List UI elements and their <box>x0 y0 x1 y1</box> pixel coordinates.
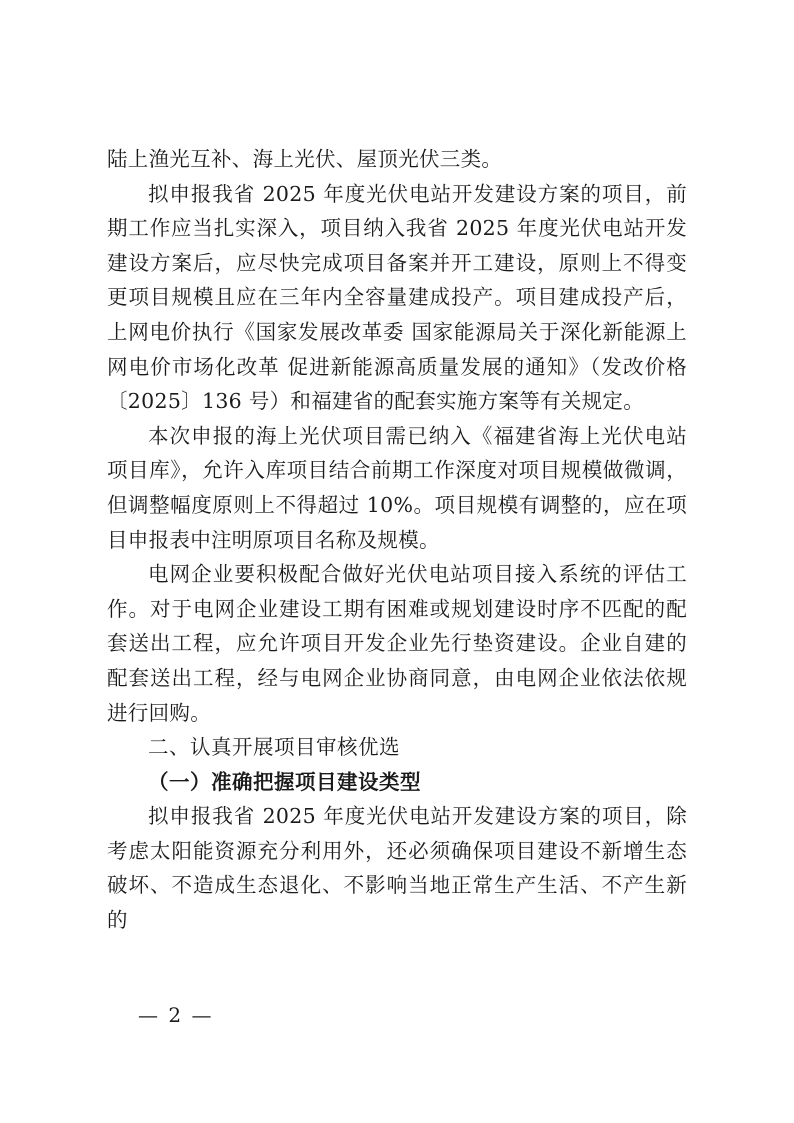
section-heading: 二、认真开展项目审核优选 <box>148 735 400 760</box>
paragraph-continuation: 陆上渔光互补、海上光伏、屋顶光伏三类。 <box>107 147 503 171</box>
page-number: — 2 — <box>138 1003 214 1027</box>
paragraph-project-requirements: 拟申报我省 2025 年度光伏电站开发建设方案的项目，前期工作应当扎实深入，项目纳入我省 2025 年度光伏电站开发建设方案后，应尽快完成项目备案并开工建设，原则上不得变更项目规模且应在三年内全容量建成投产。项目建成投产后，上网电价执行《国家发展改革委 国家能源局关于深化新能源上网电价市场化改革 促进新能源高质量发展的通知》（发改价格〔2025〕136 号）和福建省的配套实施方案等有关规定。 <box>107 181 687 414</box>
paragraph-grid-enterprise: 电网企业要积极配合做好光伏电站项目接入系统的评估工作。对于电网企业建设工期有困难或规划建设时序不匹配的配套送出工程，应允许项目开发企业先行垫资建设。企业自建的配套送出工程，经与电网企业协商同意，由电网企业依法依规进行回购。 <box>107 562 687 725</box>
document-body <box>107 142 687 938</box>
subsection-heading: （一）准确把握项目建设类型 <box>148 769 421 794</box>
paragraph-offshore-pv: 本次申报的海上光伏项目需已纳入《福建省海上光伏电站项目库》，允许入库项目结合前期工作深度对项目规模做微调，但调整幅度原则上不得超过 10%。项目规模有调整的，应在项目申报表中注明原项目名称及规模。 <box>107 423 687 552</box>
paragraph-construction-type: 拟申报我省 2025 年度光伏电站开发建设方案的项目，除考虑太阳能资源充分利用外，还必须确保项目建设不新增生态破坏、不造成生态退化、不影响当地正常生产生活、不产生新的 <box>107 804 687 933</box>
